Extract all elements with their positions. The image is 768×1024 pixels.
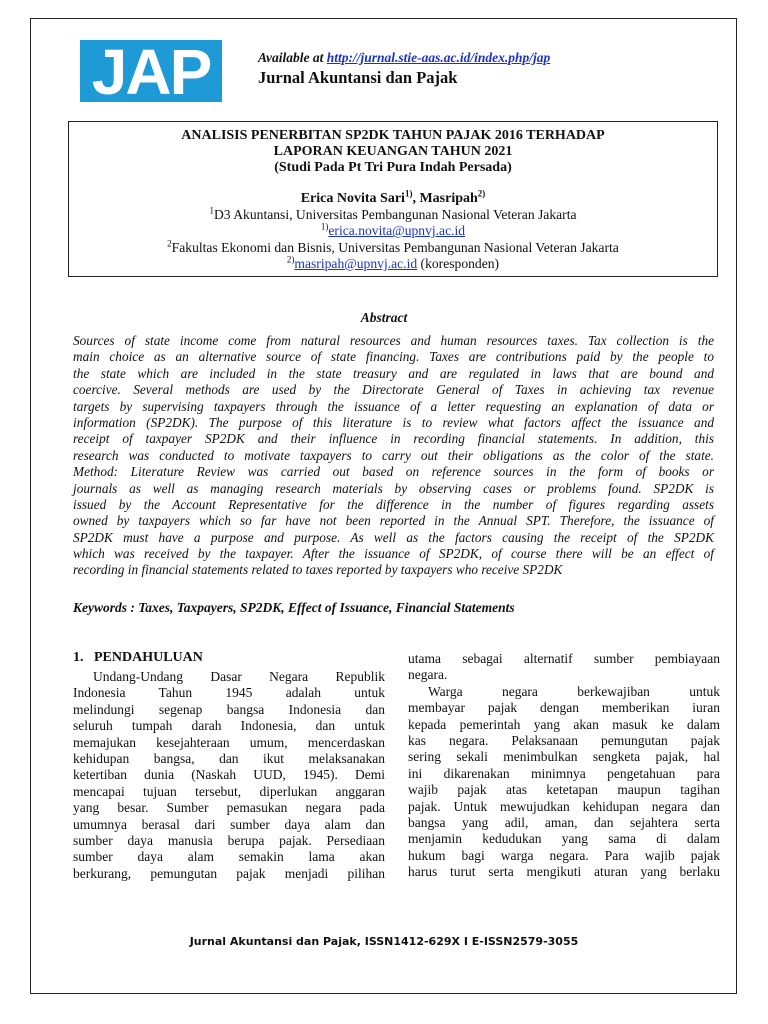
abstract-heading: Abstract <box>360 310 408 325</box>
body-line-left: Undang-Undang Dasar Negara Republik <box>93 669 385 684</box>
body-line-right: wajib pajak atas ketetapan maupun tagihan <box>408 782 720 798</box>
body-line-left: Indonesia Tahun 1945 adalah untuk <box>73 685 385 701</box>
body-line-right: menjamin kedudukan yang sama di dalam <box>408 831 720 847</box>
body-line-left: seluruh tumpah darah Indonesia, dan untuk <box>73 718 385 734</box>
email-2-line <box>69 256 717 272</box>
abstract-line: main choice as an alternative source of state financing. Taxes are contributions paid by the people to <box>73 349 714 365</box>
body-line-right: negara. <box>408 667 448 683</box>
affiliation-2-text: Fakultas Ekonomi dan Bisnis, Universitas Pembangunan Nasional Veteran Jakarta <box>171 239 619 255</box>
body-line-left: berkurang, pemungutan pajak menjadi pilihan <box>73 865 385 881</box>
section-title: PENDAHULUAN <box>94 650 203 665</box>
abstract-line: targets by supervising taxpayers through the issuance of a letter requesting an explanation of data or <box>73 398 714 414</box>
body-column-left <box>73 650 385 882</box>
abstract-line: SP2DK must have a purpose and purpose. As well as the factors causing the receipt of the SP2DK <box>73 529 714 545</box>
abstract-line: which was received by the taxpayer. After the issuance of SP2DK, of course there will be an effect of <box>73 546 714 562</box>
body-line-right: harus turut serta mengikuti aturan yang berlaku <box>408 864 720 880</box>
body-line-left: mencapai tujuan tersebut, diperlukan anggaran <box>73 783 385 799</box>
body-line-left: umumnya berasal dari sumber daya alam dan <box>73 816 385 832</box>
authors <box>69 188 717 207</box>
body-line-left: sumber daya alam semakin lama akan <box>73 849 385 865</box>
body-line-right: Warga negara berkewajiban untuk <box>428 683 720 699</box>
body-line-right: kepada pemerintah yang akan masuk ke dalam <box>408 716 720 732</box>
body-line-left: melindungi segenap bangsa Indonesia dan <box>73 701 385 717</box>
abstract-line: recording in financial statements related to taxes reported by taxpayers who receive SP2DK <box>73 562 563 578</box>
email-2-sup: 2) <box>286 254 295 265</box>
paper-title-line-1: ANALISIS PENERBITAN SP2DK TAHUN PAJAK 2016 TERHADAP <box>181 128 605 143</box>
email-1-sup: 1) <box>320 221 329 232</box>
availability-line <box>258 50 550 66</box>
author-2-sup: 2) <box>477 188 486 199</box>
logo-text: JAP <box>91 40 211 102</box>
abstract-line: Sources of state income come from natural resources and human resources taxes. Tax collection is the <box>73 333 714 348</box>
body-line-left: ketertiban dunia (Naskah UUD, 1945). Demi <box>73 767 385 783</box>
paper-title-line-2: LAPORAN KEUANGAN TAHUN 2021 <box>273 144 513 159</box>
author-1: Erica Novita Sari <box>300 191 405 206</box>
abstract-line: issued by the Account Representative for the difference in the number of figures regarding assets <box>73 496 714 512</box>
affiliation-1-sup: 1 <box>209 205 214 216</box>
title-box <box>68 121 718 277</box>
affiliation-2 <box>69 240 717 256</box>
author-2: , Masripah <box>412 191 478 206</box>
section-number: 1. <box>73 650 84 665</box>
body-line-right: membayar pajak dengan memberikan iuran <box>408 700 720 716</box>
author-1-sup: 1) <box>404 188 413 199</box>
abstract-body <box>73 333 714 579</box>
abstract-line: research was conducted to motivate taxpayers to carry out their obligations as the color of the state. <box>73 447 714 463</box>
email-2-suffix: (koresponden) <box>417 255 500 271</box>
email-2-link[interactable]: masripah@upnvj.ac.id <box>294 255 418 271</box>
paper-title-line-3: (Studi Pada Pt Tri Pura Indah Persada) <box>274 160 512 175</box>
journal-name: Jurnal Akuntansi dan Pajak <box>258 68 458 87</box>
abstract-line: the state which are included in the state treasury and are regulated in laws that are bound and <box>73 365 714 381</box>
abstract-line: coercive. Several methods are used by the Directorate General of Taxes in achieving tax revenue <box>73 382 714 398</box>
body-line-right: bangsa yang adil, aman, dan sejahtera serta <box>408 814 720 830</box>
abstract-line: receipt of taxpayer SP2DK and their influence in recording financial statements. In addition, this <box>73 431 714 447</box>
email-1-link[interactable]: erica.novita@upnvj.ac.id <box>328 223 466 239</box>
available-prefix: Available at <box>258 50 327 65</box>
body-line-right: sering sekali menimbulkan sengketa pajak, hal <box>408 749 720 765</box>
body-line-right: hukum bagi warga negara. Para wajib pajak <box>408 847 720 863</box>
body-line-right: utama sebagai alternatif sumber pembiayaan <box>408 651 720 666</box>
abstract-line: owned by taxpayers which so far have not been reported in the Annual SPT. Therefore, the issuance of <box>73 513 714 529</box>
body-line-left: kehidupan bangsa, dan ikut melaksanakan <box>73 750 385 766</box>
abstract-line: journals as well as managing research materials by observing cases or problems found. SP2DK is <box>73 480 714 496</box>
body-line-right: pajak. Untuk mewujudkan kehidupan negara dan <box>408 798 720 814</box>
body-line-left: yang besar. Sumber pemasukan negara pada <box>73 800 385 816</box>
affiliation-1-text: D3 Akuntansi, Universitas Pembangunan Nasional Veteran Jakarta <box>213 207 577 222</box>
abstract-line: information (SP2DK). The purpose of this literature is to review what factors affect the issuance and <box>73 414 714 430</box>
section-heading <box>73 650 385 668</box>
page-footer: Jurnal Akuntansi dan Pajak, ISSN1412-629X I E-ISSN2579-3055 <box>189 935 579 948</box>
journal-url-link[interactable]: http://jurnal.stie-aas.ac.id/index.php/jap <box>326 50 551 65</box>
abstract-line: Method: Literature Review was carried out based on reference sources in the form of books or <box>73 464 714 480</box>
body-line-right: kas negara. Pelaksanaan pemungutan pajak <box>408 732 720 748</box>
jap-logo <box>80 40 222 102</box>
body-line-right: ini dikarenakan minimnya pengetahuan para <box>408 765 720 781</box>
keywords: Keywords : Taxes, Taxpayers, SP2DK, Effect of Issuance, Financial Statements <box>73 600 515 615</box>
body-column-right <box>408 651 720 880</box>
affiliation-1 <box>69 207 717 223</box>
affiliation-2-sup: 2 <box>167 238 172 249</box>
body-line-left: sumber daya manusia berupa pajak. Persediaan <box>73 832 385 848</box>
body-line-left: memajukan kesejahteraan umum, mencerdaskan <box>73 734 385 750</box>
